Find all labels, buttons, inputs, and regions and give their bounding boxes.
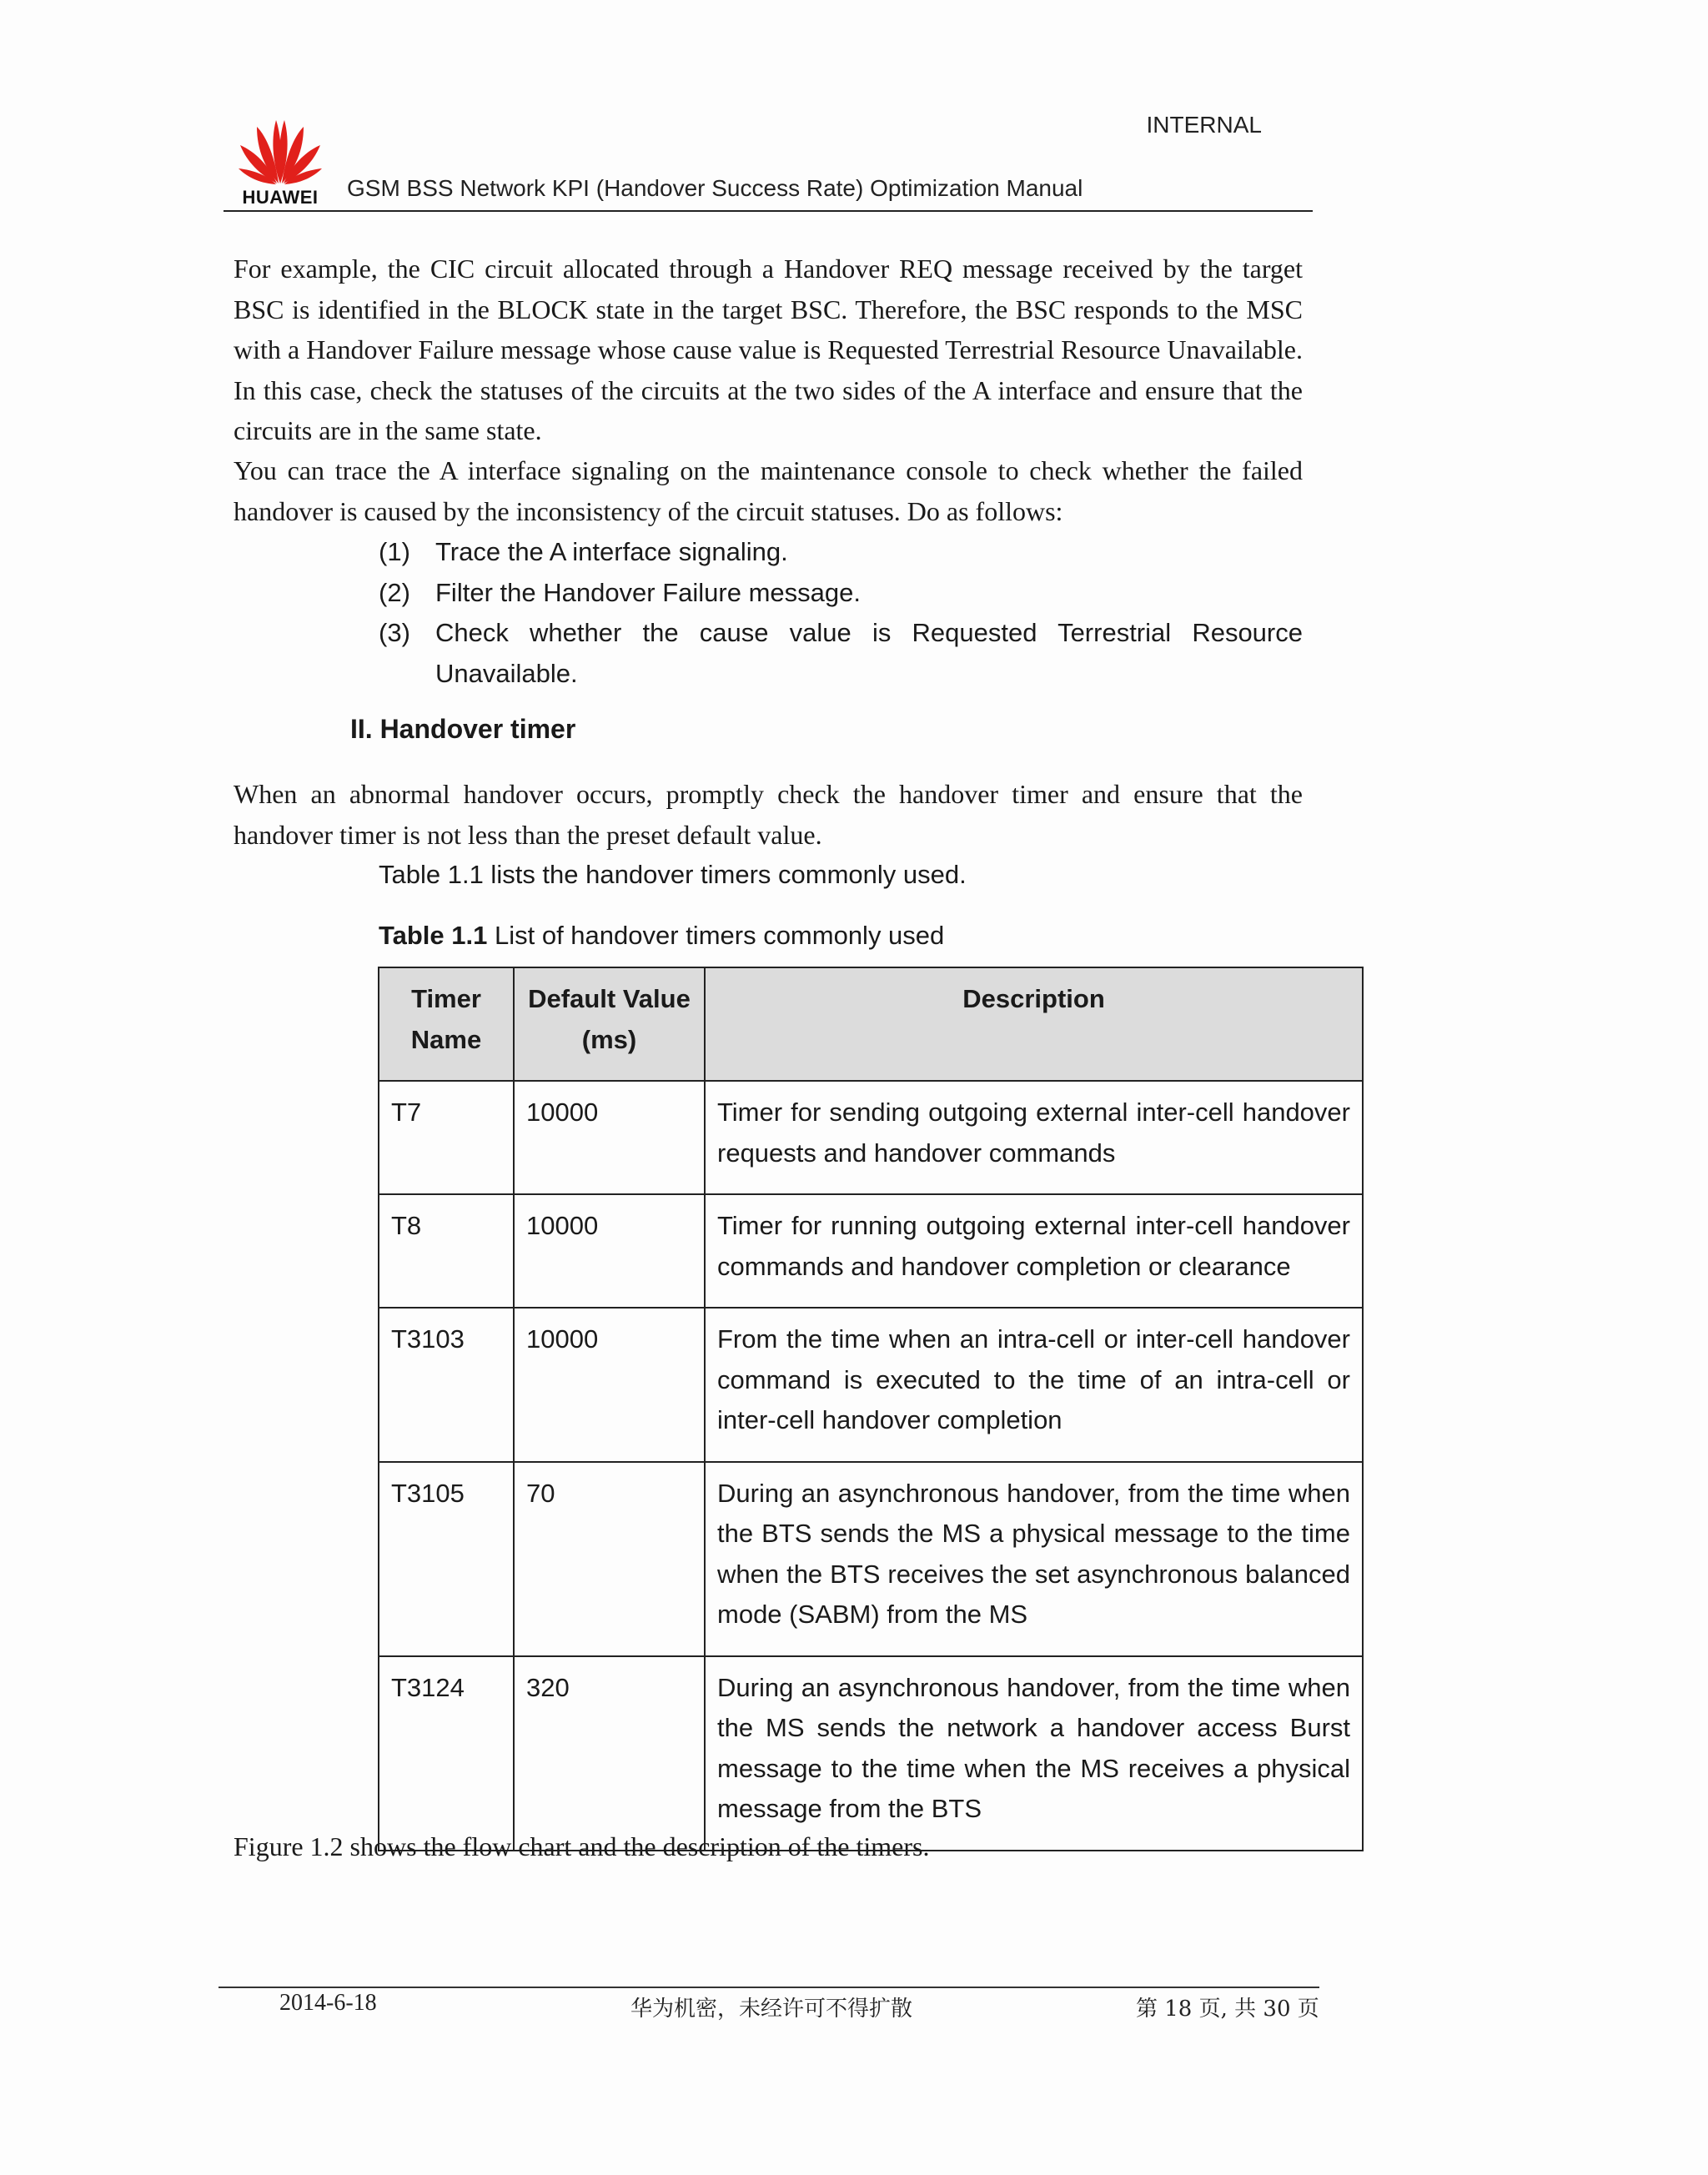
table-row: [379, 1308, 1363, 1462]
table-row: [379, 1656, 1363, 1851]
timer-name-cell: T3105: [379, 1462, 514, 1656]
handover-timers-table: [378, 967, 1364, 1851]
footer-confidentiality: 华为机密，未经许可不得扩散: [630, 1997, 913, 2022]
step-item: [379, 613, 1303, 694]
timer-name-cell: T7: [379, 1081, 514, 1194]
default-value-cell: 10000: [514, 1194, 705, 1308]
description-cell: Timer for sending outgoing external inter-cell handover requests and handover commands: [705, 1081, 1363, 1194]
footer-page-number: 第 18 页, 共 30 页: [1136, 1997, 1319, 2022]
timer-name-cell: T8: [379, 1194, 514, 1308]
table-row: [379, 1194, 1363, 1308]
table-caption-text: List of handover timers commonly used: [487, 921, 945, 950]
step-number: (1): [379, 537, 410, 566]
step-number: (2): [379, 577, 410, 607]
paragraph-trace-signaling: You can trace the A interface signaling on the maintenance console to check whether the failed handover is caused by the inconsistency of the circuit statuses. Do as follows:: [234, 455, 1303, 526]
default-value-cell: 70: [514, 1462, 705, 1656]
logo-wordmark: HUAWEI: [242, 187, 319, 208]
timer-name-cell: T3103: [379, 1308, 514, 1462]
huawei-logo: [234, 117, 327, 210]
description-cell: Timer for running outgoing external inter-cell handover commands and handover completion or clearance: [705, 1194, 1363, 1308]
description-cell: During an asynchronous handover, from the time when the BTS sends the MS a physical message to the time when the BTS receives the set asynchronous balanced mode (SABM) from the MS: [705, 1462, 1363, 1656]
document-title: GSM BSS Network KPI (Handover Success Rate) Optimization Manual: [347, 175, 1083, 201]
step-text: Trace the A interface signaling.: [435, 537, 788, 566]
footer-divider: [219, 1987, 1319, 1988]
table-caption-label: Table 1.1: [379, 921, 488, 950]
step-text: Filter the Handover Failure message.: [435, 577, 862, 607]
table-reference: Table 1.1 lists the handover timers commonly used.: [379, 860, 967, 889]
table-header-row: [379, 967, 1363, 1081]
column-header-default-value: Default Value (ms): [514, 967, 705, 1081]
table-row: [379, 1081, 1363, 1194]
huawei-flower-icon: [237, 117, 324, 185]
paragraph-handover-timer: When an abnormal handover occurs, promptly check the handover timer and ensure that the handover timer is not less than the preset default value.: [234, 779, 1303, 850]
classification-label: INTERNAL: [1146, 112, 1262, 138]
column-header-description: Description: [705, 967, 1363, 1081]
default-value-cell: 10000: [514, 1308, 705, 1462]
step-text: Check whether the cause value is Requested Terrestrial Resource Unavailable.: [435, 618, 1303, 688]
step-item: [379, 532, 1303, 573]
description-cell: During an asynchronous handover, from the time when the MS sends the network a handover access Burst message to the time when the MS receives a physical message from the BTS: [705, 1656, 1363, 1851]
description-cell: From the time when an intra-cell or inter-cell handover command is executed to the time of an intra-cell or inter-cell handover completion: [705, 1308, 1363, 1462]
default-value-cell: 10000: [514, 1081, 705, 1194]
paragraph-cic-example: For example, the CIC circuit allocated through a Handover REQ message received by the target BSC is identified in the BLOCK state in the target BSC. Therefore, the BSC responds to the MSC with a Handover Failure message whose cause value is Requested Terrestrial Resource Unavailable. In this case, check the statuses of the circuits at the two sides of the A interface and ensure that the circuits are in the same state.: [234, 254, 1303, 445]
step-number: (3): [379, 618, 410, 647]
table-caption: [379, 916, 944, 957]
timer-name-cell: T3124: [379, 1656, 514, 1851]
column-header-timer-name: Timer Name: [379, 967, 514, 1081]
table-row: [379, 1462, 1363, 1656]
footer-date: 2014-6-18: [279, 1990, 377, 2016]
section-heading: II. Handover timer: [350, 714, 576, 744]
figure-reference: Figure 1.2 shows the flow chart and the description of the timers.: [234, 1831, 930, 1861]
procedure-steps: [379, 532, 1303, 694]
step-item: [379, 573, 1303, 614]
header-divider: [224, 210, 1313, 212]
default-value-cell: 320: [514, 1656, 705, 1851]
